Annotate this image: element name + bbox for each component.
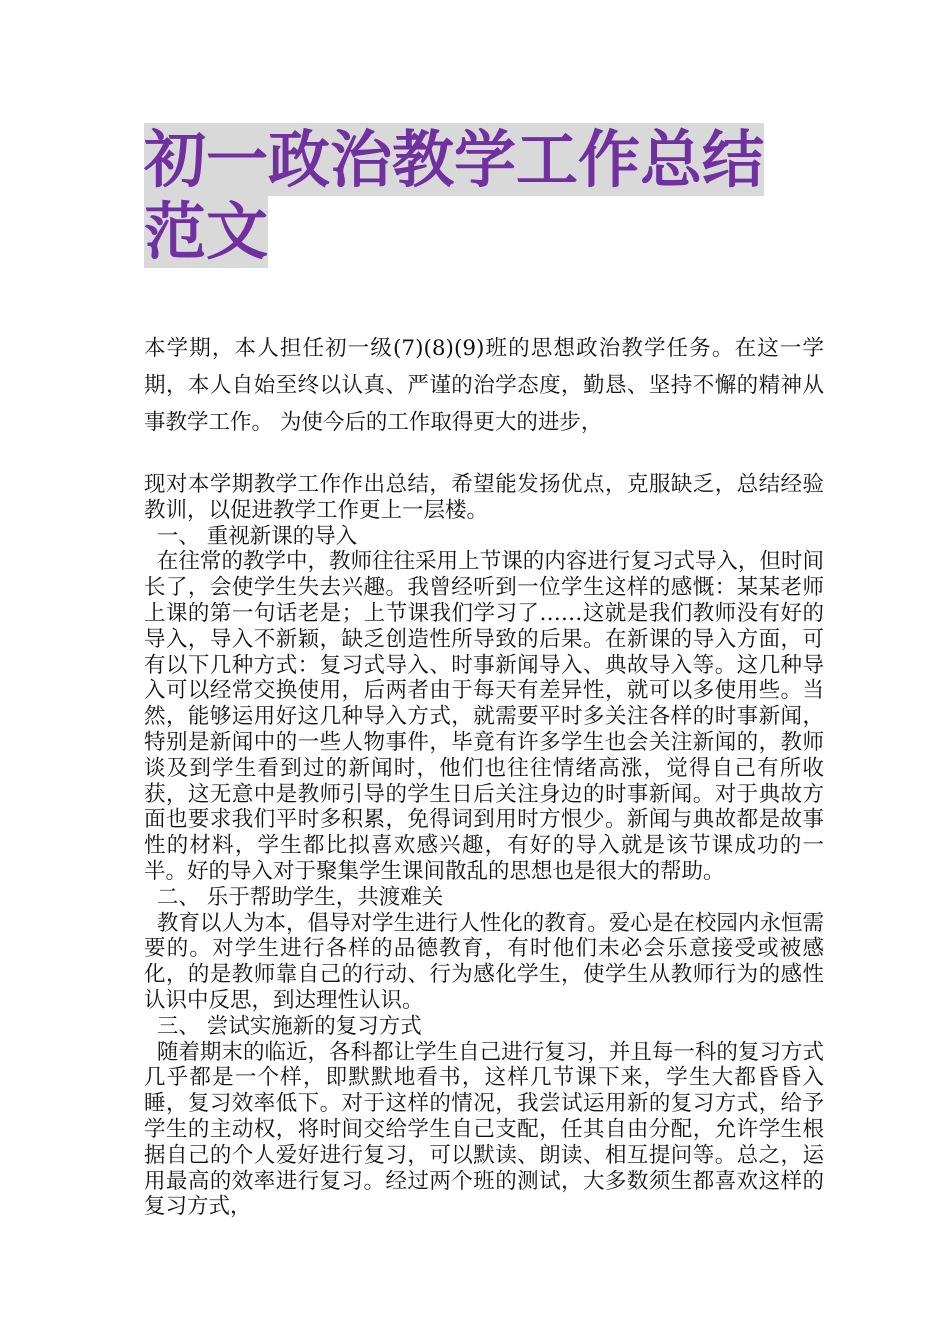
intro-paragraph: 本学期，本人担任初一级(7)(8)(9)班的思想政治教学任务。在这一学期，本人自始至终以认真、严谨的治学态度，勤恳、坚持不懈的精神从事教学工作。 为使今后的工作取得更大的进步， [144, 336, 824, 435]
section-heading-1: 一、 重视新课的导入 [156, 523, 358, 549]
document-title: 初一政治教学工作总结范文 [144, 123, 765, 268]
document-body [144, 472, 824, 1220]
intro-continuation: 现对本学期教学工作作出总结，希望能发扬优点，克服缺乏，总结经验教训，以促进教学工作更上一层楼。 [144, 472, 824, 523]
section-body-2: 教育以人为本，倡导对学生进行人性化的教育。爱心是在校园内永恒需要的。对学生进行各样的品德教育，有时他们未必会乐意接受或被感化，的是教师靠自己的行动、行为感化学生，使学生从教师行为的感性认识中反思，到达理性认识。 [144, 910, 824, 1013]
section-body-1: 在往常的教学中，教师往往采用上节课的内容进行复习式导入，但时间长了，会使学生失去兴趣。我曾经听到一位学生这样的感慨：某某老师上课的第一句话老是；上节课我们学习了……这就是我们教师没有好的导入，导入不新颖，缺乏创造性所导致的后果。在新课的导入方面，可有以下几种方式：复习式导入、时事新闻导入、典故导入等。这几种导入可以经常交换使用，后两者由于每天有差异性，就可以多使用些。当然，能够运用好这几种导入方式，就需要平时多关注各样的时事新闻，特别是新闻中的一些人物事件，毕竟有许多学生也会关注新闻的，教师谈及到学生看到过的新闻时，他们也往往情绪高涨，觉得自己有所收获，这无意中是教师引导的学生日后关注身边的时事新闻。对于典故方面也要求我们平时多积累，免得词到用时方恨少。新闻与典故都是故事性的材料，学生都比拟喜欢感兴趣，有好的导入就是该节课成功的一半。好的导入对于聚集学生课间散乱的思想也是很大的帮助。 [144, 549, 824, 884]
section-body-3: 随着期末的临近，各科都让学生自己进行复习，并且每一科的复习方式几乎都是一个样，即默默地看书，这样几节课下来，学生大都昏昏入睡，复习效率低下。对于这样的情况，我尝试运用新的复习方式，给予学生的主动权，将时间交给学生自己支配，任其自由分配，允许学生根据自己的个人爱好进行复习，可以默读、朗读、相互提问等。总之，运用最高的效率进行复习。经过两个班的测试，大多数须生都喜欢这样的复习方式， [144, 1039, 824, 1220]
section-heading-3: 三、 尝试实施新的复习方式 [156, 1013, 422, 1039]
section-heading-2: 二、 乐于帮助学生，共渡难关 [156, 884, 444, 910]
